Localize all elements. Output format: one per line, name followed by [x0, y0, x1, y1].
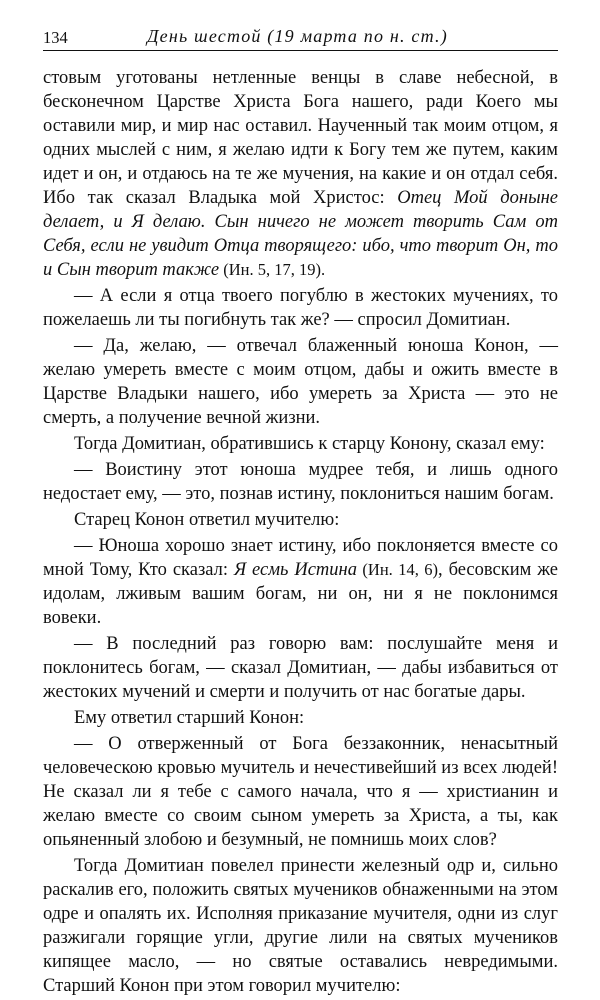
text-segment: — Юноша хорошо знает истину, ибо поклоняется вместе со мной Тому, Кто сказал: — [43, 536, 558, 580]
body-text — [43, 66, 558, 1000]
page-header — [43, 24, 558, 50]
running-head: День шестой (19 марта по н. ст.) — [147, 26, 448, 46]
text-segment: Тогда Домитиан повелел принести железный одр и, сильно раскалив его, положить святых мучеников обнаженными на этом одре и опалять их. Исполняя приказание мучителя, одни из слуг разжигали горящие угли, другие лили на святых мучеников кипящее масло, — но святые оставались невредимыми. Старший Конон при этом говорил мучителю: — [43, 856, 558, 996]
paragraph — [43, 284, 558, 332]
text-segment: , бесовским же идолам, лживым вашим богам, ни он, ни я не поклонимся вовеки. — [43, 560, 558, 628]
paragraph — [43, 534, 558, 630]
scripture-reference: (Ин. 5, 17, 19). — [219, 260, 326, 279]
text-segment: — Воистину этот юноша мудрее тебя, и лишь одного недостает ему, — это, познав истину, поклониться нашим богам. — [43, 460, 558, 504]
text-segment: — А если я отца твоего погублю в жестоких мучениях, то пожелаешь ли ты погибнуть так же? — спросил Домитиан. — [43, 286, 558, 330]
paragraph — [43, 458, 558, 506]
page-number: 134 — [43, 28, 68, 47]
paragraph — [43, 706, 558, 730]
paragraph — [43, 854, 558, 998]
text-segment: стовым уготованы нетленные венцы в славе небесной, в бесконечном Царстве Христа Бога нашего, ради Коего мы оставили мир, и мир нас оставил. Наученный так моим отцом, я одних мыслей с ним, я желаю идти к Богу тем же путем, каким идет и он, и отдаюсь на те же мучения, на какие и он отдал себя. Ибо так сказал Владыка мой Христос: — [43, 68, 558, 208]
text-segment: — Да, желаю, — отвечал блаженный юноша Конон, — желаю умереть вместе с моим отцом, дабы и ожить вместе в Царстве Владыки нашего, ибо умереть за Христа — это не смерть, а получение вечной жизни. — [43, 336, 558, 428]
header-rule — [43, 50, 558, 51]
paragraph — [43, 732, 558, 852]
paragraph — [43, 508, 558, 532]
text-segment: Тогда Домитиан, обратившись к старцу Конону, сказал ему: — [74, 434, 545, 454]
text-segment: — В последний раз говорю вам: послушайте меня и поклонитесь богам, — сказал Домитиан, — дабы избавиться от жестоких мучений и смерти и получить от нас богатые дары. — [43, 634, 558, 702]
paragraph — [43, 432, 558, 456]
paragraph — [43, 334, 558, 430]
paragraph — [43, 66, 558, 282]
text-segment: Ему ответил старший Конон: — [74, 708, 305, 728]
scripture-quote: Я есмь Истина — [233, 560, 357, 580]
scripture-quote: Отец Мой доныне делает, и Я делаю. Сын ничего не может творить Сам от Себя, если не увидит Отца творящего: ибо, что творит Он, то и Сын творит также — [43, 188, 558, 280]
text-segment: Старец Конон ответил мучителю: — [74, 510, 340, 530]
paragraph — [43, 632, 558, 704]
text-segment: — О отверженный от Бога беззаконник, ненасытный человеческою кровью мучитель и нечестивейший из всех людей! Не сказал ли я тебе с самого начала, что я — христианин и желаю вместе со своим сыном умереть за Христа, а ты, как опьяненный злобою и безумный, не помнишь моих слов? — [43, 734, 558, 850]
scripture-reference: (Ин. 14, 6) — [356, 560, 439, 579]
